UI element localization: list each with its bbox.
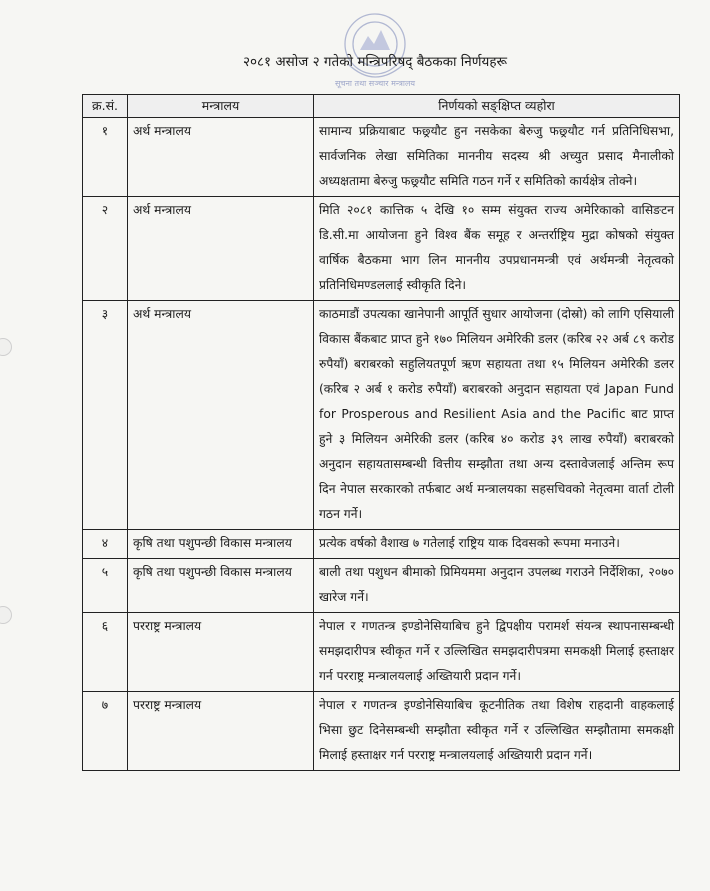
col-header-ministry: मन्त्रालय — [128, 95, 314, 118]
page-title: २०८१ असोज २ गतेको मन्त्रिपरिषद् बैठकका निर्णयहरू — [242, 54, 508, 70]
row-ministry: कृषि तथा पशुपन्छी विकास मन्त्रालय — [128, 559, 314, 613]
row-decision: नेपाल र गणतन्त्र इण्डोनेसियाबिच हुने द्विपक्षीय परामर्श संयन्त्र स्थापनासम्बन्धी समझदारीपत्र स्वीकृत गर्ने र उल्लिखित समझदारीपत्रमा समकक्षी मिलाई हस्ताक्षर गर्न परराष्ट्र मन्त्रालयलाई अख्तियारी प्रदान गर्ने। — [314, 613, 680, 692]
row-decision: मिति २०८१ कात्तिक ५ देखि १० सम्म संयुक्त राज्य अमेरिकाको वासिङटन डि.सी.मा आयोजना हुने विश्व बैंक समूह र अन्तर्राष्ट्रिय मुद्रा कोषको संयुक्त वार्षिक बैठकमा भाग लिन माननीय उपप्रधानमन्त्री एवं अर्थमन्त्री नेतृत्वको प्रतिनिधिमण्डललाई स्वीकृति दिने। — [314, 197, 680, 301]
table-row — [83, 530, 680, 559]
table-row — [83, 692, 680, 771]
table-row — [83, 301, 680, 530]
punch-hole — [0, 338, 12, 356]
row-ministry: अर्थ मन्त्रालय — [128, 118, 314, 197]
row-ministry: परराष्ट्र मन्त्रालय — [128, 613, 314, 692]
row-sn: १ — [83, 118, 128, 197]
col-header-decision: निर्णयको सङ्क्षिप्त व्यहोरा — [314, 95, 680, 118]
table-row — [83, 118, 680, 197]
decisions-table — [82, 94, 680, 771]
table-header-row — [83, 95, 680, 118]
row-sn: ३ — [83, 301, 128, 530]
row-sn: ७ — [83, 692, 128, 771]
row-ministry: परराष्ट्र मन्त्रालय — [128, 692, 314, 771]
row-sn: २ — [83, 197, 128, 301]
row-decision: प्रत्येक वर्षको वैशाख ७ गतेलाई राष्ट्रिय याक दिवसको रूपमा मनाउने। — [314, 530, 680, 559]
row-decision: बाली तथा पशुधन बीमाको प्रिमियममा अनुदान उपलब्ध गराउने निर्देशिका, २०७० खारेज गर्ने। — [314, 559, 680, 613]
row-ministry: अर्थ मन्त्रालय — [128, 301, 314, 530]
table-row — [83, 559, 680, 613]
col-header-sn: क्र.सं. — [83, 95, 128, 118]
row-sn: ६ — [83, 613, 128, 692]
punch-hole — [0, 606, 12, 624]
row-decision: नेपाल र गणतन्त्र इण्डोनेसियाबिच कूटनीतिक तथा विशेष राहदानी वाहकलाई भिसा छुट दिनेसम्बन्धी सम्झौता स्वीकृत गर्ने र उल्लिखित सम्झौतामा समकक्षी मिलाई हस्ताक्षर गर्न परराष्ट्र मन्त्रालयलाई अख्तियारी प्रदान गर्ने। — [314, 692, 680, 771]
svg-text:सूचना तथा सञ्चार मन्त्रालय: सूचना तथा सञ्चार मन्त्रालय — [334, 79, 416, 88]
row-sn: ४ — [83, 530, 128, 559]
row-decision: काठमाडौं उपत्यका खानेपानी आपूर्ति सुधार आयोजना (दोस्रो) को लागि एसियाली विकास बैंकबाट प्राप्त हुने १७० मिलियन अमेरिकी डलर (करिब २२ अर्ब ८९ करोड रुपैयाँ) बराबरको सहुलियतपूर्ण ऋण सहायता तथा १५ मिलियन अमेरिकी डलर (करिब २ अर्ब १ करोड रुपैयाँ) बराबरको अनुदान सहायता एवं Japan Fund for Prosperous and Resilient Asia and the Pacific बाट प्राप्त हुने ३ मिलियन अमेरिकी डलर (करिब ४० करोड ३९ लाख रुपैयाँ) बराबरको अनुदान सहायतासम्बन्धी वित्तीय सम्झौता तथा अन्य दस्तावेजलाई अन्तिम रूप दिन नेपाल सरकारको तर्फबाट अर्थ मन्त्रालयका सहसचिवको नेतृत्वमा वार्ता टोली गठन गर्ने। — [314, 301, 680, 530]
table-row — [83, 197, 680, 301]
row-ministry: कृषि तथा पशुपन्छी विकास मन्त्रालय — [128, 530, 314, 559]
row-sn: ५ — [83, 559, 128, 613]
table-row — [83, 613, 680, 692]
row-decision: सामान्य प्रक्रियाबाट फछ्र्यौट हुन नसकेका बेरुजु फछ्र्यौट गर्न प्रतिनिधिसभा, सार्वजनिक लेखा समितिका माननीय सदस्य श्री अच्युत प्रसाद मैनालीको अध्यक्षतामा बेरुजु फछ्र्यौट समिति गठन गर्ने र समितिको कार्यक्षेत्र तोक्ने। — [314, 118, 680, 197]
row-ministry: अर्थ मन्त्रालय — [128, 197, 314, 301]
